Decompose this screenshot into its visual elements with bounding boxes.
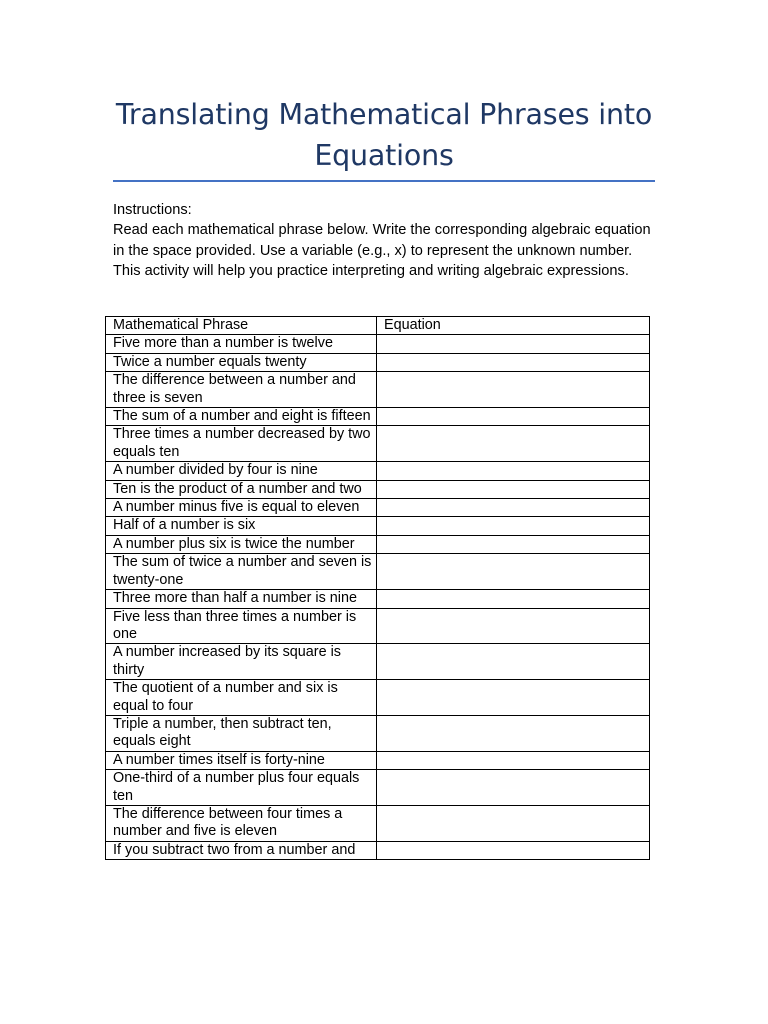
phrase-equation-table xyxy=(105,316,650,860)
equation-answer-cell[interactable] xyxy=(377,770,650,806)
instructions-section xyxy=(113,200,658,282)
equation-answer-cell[interactable] xyxy=(377,715,650,751)
phrase-cell: A number divided by four is nine xyxy=(106,462,377,480)
table-row xyxy=(106,408,650,426)
equation-answer-cell[interactable] xyxy=(377,751,650,769)
phrase-cell: A number plus six is twice the number xyxy=(106,535,377,553)
equation-answer-cell[interactable] xyxy=(377,462,650,480)
equation-answer-cell[interactable] xyxy=(377,608,650,644)
header-mathematical-phrase: Mathematical Phrase xyxy=(106,317,377,335)
equation-answer-cell[interactable] xyxy=(377,590,650,608)
phrase-cell: Three more than half a number is nine xyxy=(106,590,377,608)
table-row xyxy=(106,480,650,498)
equation-answer-cell[interactable] xyxy=(377,805,650,841)
table-row xyxy=(106,608,650,644)
phrase-cell: A number minus five is equal to eleven xyxy=(106,499,377,517)
equation-answer-cell[interactable] xyxy=(377,554,650,590)
table-row xyxy=(106,715,650,751)
equation-answer-cell[interactable] xyxy=(377,680,650,716)
phrase-cell: The sum of a number and eight is fifteen xyxy=(106,408,377,426)
equation-answer-cell[interactable] xyxy=(377,644,650,680)
phrase-cell: Half of a number is six xyxy=(106,517,377,535)
phrase-cell: The quotient of a number and six is equal to four xyxy=(106,680,377,716)
table-row xyxy=(106,499,650,517)
page-title: Translating Mathematical Phrases into Equations xyxy=(115,98,653,172)
phrase-cell: Triple a number, then subtract ten, equals eight xyxy=(106,715,377,751)
phrase-cell: If you subtract two from a number and xyxy=(106,841,377,859)
table-header-row xyxy=(106,317,650,335)
table-row xyxy=(106,554,650,590)
phrase-cell: A number times itself is forty-nine xyxy=(106,751,377,769)
table-row xyxy=(106,462,650,480)
equation-answer-cell[interactable] xyxy=(377,353,650,371)
equation-answer-cell[interactable] xyxy=(377,499,650,517)
phrase-cell: Ten is the product of a number and two xyxy=(106,480,377,498)
phrase-cell: Three times a number decreased by two equals ten xyxy=(106,426,377,462)
title-underline-divider xyxy=(113,180,655,182)
instructions-heading: Instructions: xyxy=(113,202,192,218)
table-row xyxy=(106,353,650,371)
table-row xyxy=(106,372,650,408)
equation-answer-cell[interactable] xyxy=(377,535,650,553)
phrase-cell: The difference between four times a number and five is eleven xyxy=(106,805,377,841)
table-row xyxy=(106,770,650,806)
equation-answer-cell[interactable] xyxy=(377,480,650,498)
equation-answer-cell[interactable] xyxy=(377,408,650,426)
table-row xyxy=(106,426,650,462)
phrase-cell: One-third of a number plus four equals ten xyxy=(106,770,377,806)
equation-answer-cell[interactable] xyxy=(377,517,650,535)
equation-answer-cell[interactable] xyxy=(377,372,650,408)
table-row xyxy=(106,751,650,769)
phrase-cell: Twice a number equals twenty xyxy=(106,353,377,371)
instructions-body: Read each mathematical phrase below. Write the corresponding algebraic equation in the space provided. Use a variable (e.g., x) to represent the unknown number. This activity will help you practice interpreting and writing algebraic expressions. xyxy=(113,222,651,280)
phrase-cell: The sum of twice a number and seven is twenty-one xyxy=(106,554,377,590)
table-row xyxy=(106,335,650,353)
table-row xyxy=(106,517,650,535)
phrase-cell: The difference between a number and three is seven xyxy=(106,372,377,408)
table-row xyxy=(106,644,650,680)
table-row xyxy=(106,535,650,553)
header-equation: Equation xyxy=(377,317,650,335)
equation-answer-cell[interactable] xyxy=(377,841,650,859)
equation-answer-cell[interactable] xyxy=(377,335,650,353)
table-row xyxy=(106,841,650,859)
equation-answer-cell[interactable] xyxy=(377,426,650,462)
table-row xyxy=(106,805,650,841)
phrase-cell: A number increased by its square is thirty xyxy=(106,644,377,680)
phrase-cell: Five less than three times a number is one xyxy=(106,608,377,644)
phrase-cell: Five more than a number is twelve xyxy=(106,335,377,353)
table-row xyxy=(106,590,650,608)
table-row xyxy=(106,680,650,716)
